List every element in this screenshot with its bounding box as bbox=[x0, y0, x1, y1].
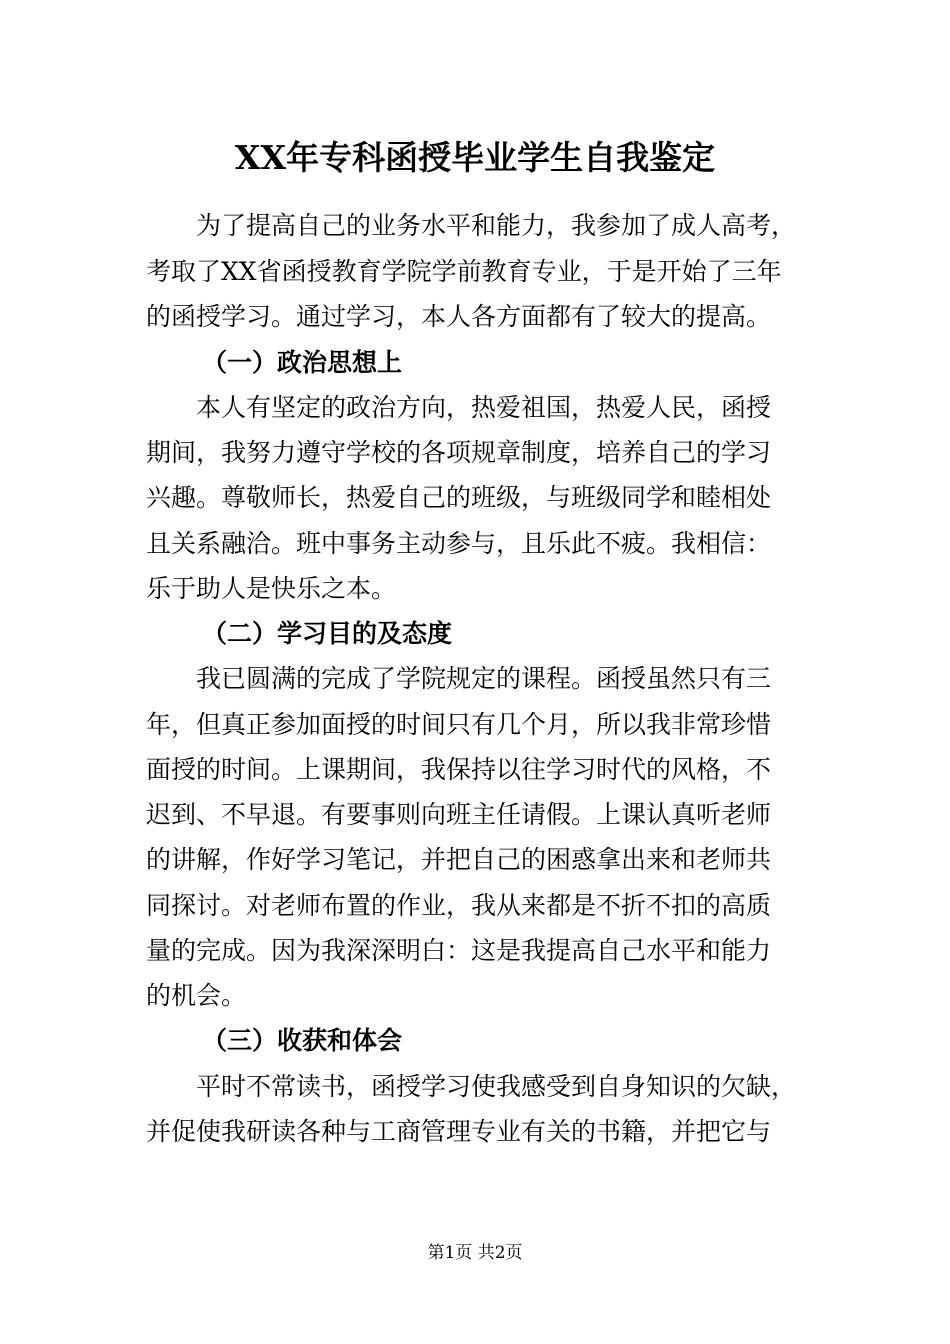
section-2-line-3: 面授的时间。上课期间，我保持以往学习时代的风格，不 bbox=[146, 755, 772, 784]
section-1-line-4: 且关系融洽。班中事务主动参与，且乐此不疲。我相信： bbox=[146, 529, 772, 558]
intro-line-2: 考取了XX省函授教育学院学前教育专业，于是开始了三年 bbox=[146, 257, 782, 286]
section-2-line-7: 量的完成。因为我深深明白：这是我提高自己水平和能力 bbox=[146, 936, 772, 965]
section-3-heading: （三）收获和体会 bbox=[202, 1026, 403, 1055]
section-2-line-1: 我已圆满的完成了学院规定的课程。函授虽然只有三 bbox=[196, 664, 772, 693]
section-1-heading: （一）政治思想上 bbox=[202, 348, 403, 377]
section-1-line-2: 期间，我努力遵守学校的各项规章制度，培养自己的学习 bbox=[146, 438, 772, 467]
section-3-line-2: 并促使我研读各种与工商管理专业有关的书籍，并把它与 bbox=[146, 1117, 772, 1146]
section-2-line-8: 的机会。 bbox=[146, 981, 247, 1010]
section-1-line-1: 本人有坚定的政治方向，热爱祖国，热爱人民，函授 bbox=[196, 393, 772, 422]
section-2-line-2: 年，但真正参加面授的时间只有几个月，所以我非常珍惜 bbox=[146, 710, 772, 739]
document-title: XX年专科函授毕业学生自我鉴定 bbox=[234, 138, 716, 177]
intro-line-1: 为了提高自己的业务水平和能力，我参加了成人高考， bbox=[196, 211, 797, 240]
section-2-line-6: 同探讨。对老师布置的作业，我从来都是不折不扣的高质 bbox=[146, 891, 772, 920]
section-3-line-1: 平时不常读书，函授学习使我感受到自身知识的欠缺， bbox=[196, 1072, 797, 1101]
section-2-line-5: 的讲解，作好学习笔记，并把自己的困惑拿出来和老师共 bbox=[146, 845, 772, 874]
section-1-line-5: 乐于助人是快乐之本。 bbox=[146, 574, 397, 603]
section-1-line-3: 兴趣。尊敬师长，热爱自己的班级，与班级同学和睦相处 bbox=[146, 483, 772, 512]
section-2-line-4: 迟到、不早退。有要事则向班主任请假。上课认真听老师 bbox=[146, 800, 772, 829]
section-2-heading: （二）学习目的及态度 bbox=[202, 619, 453, 648]
intro-line-3: 的函授学习。通过学习，本人各方面都有了较大的提高。 bbox=[146, 302, 772, 331]
page-footer: 第1页 共2页 bbox=[427, 1243, 523, 1263]
